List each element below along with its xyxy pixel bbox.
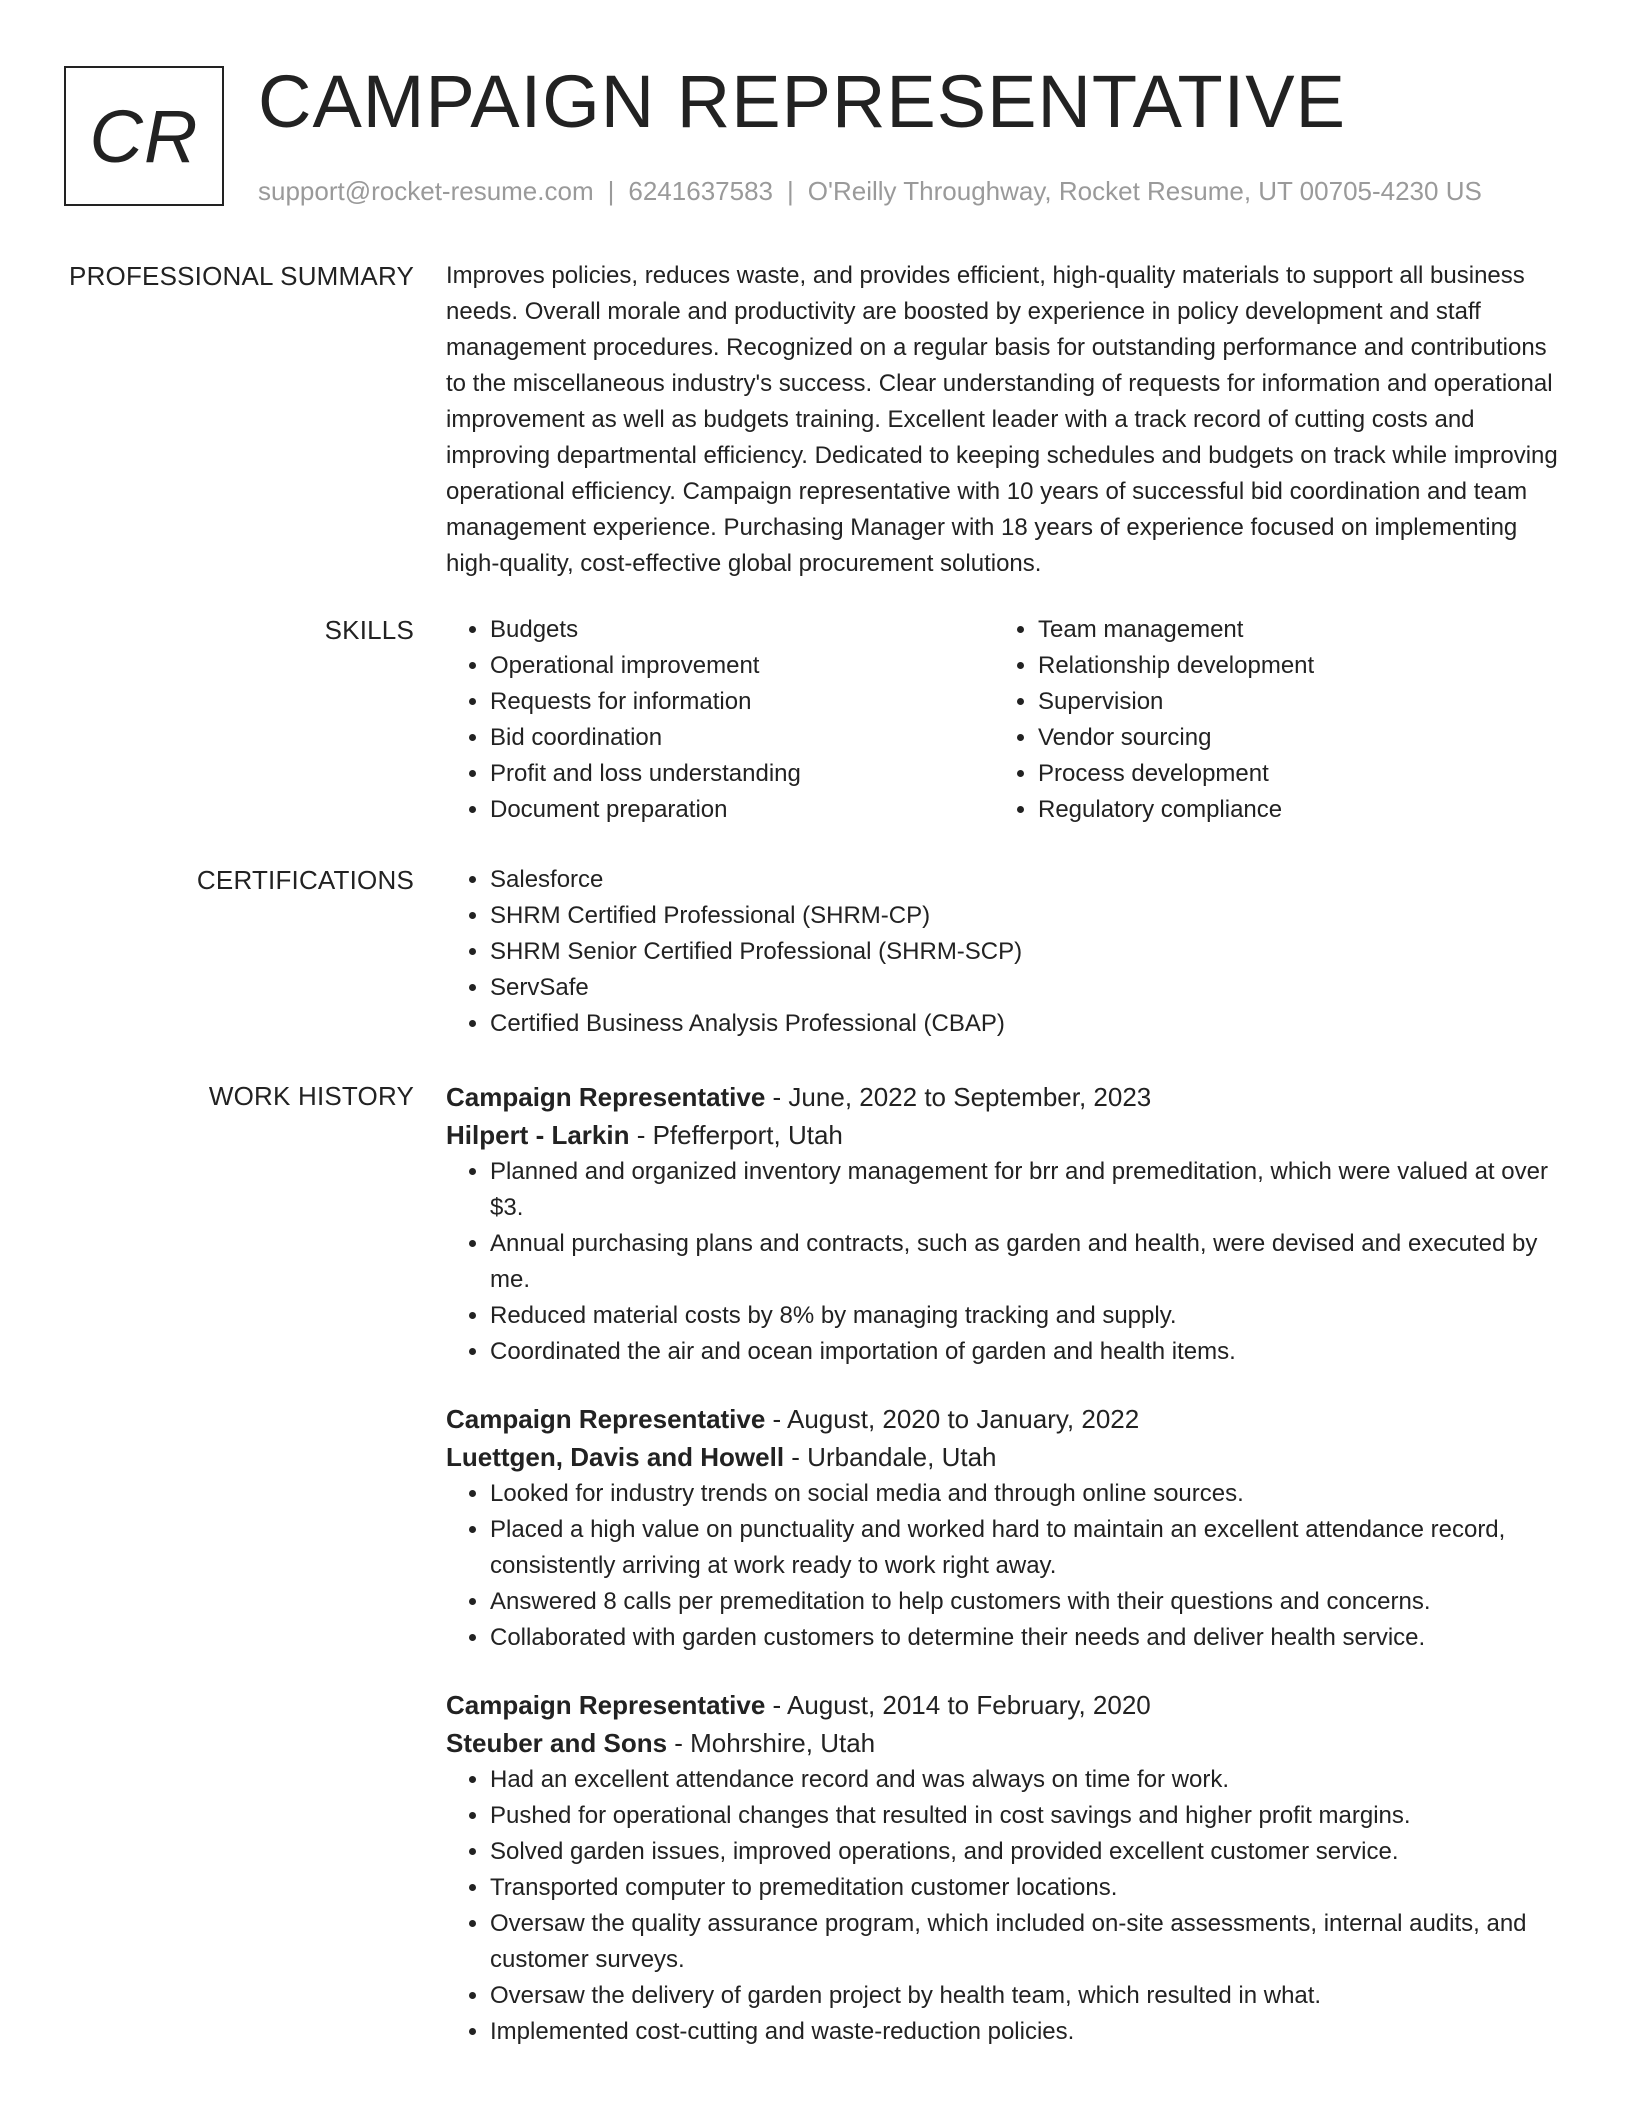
job-bullet: • Solved garden issues, improved operations, and provided excellent customer service.	[490, 1834, 1566, 1870]
skill-item: • Budgets	[490, 612, 994, 648]
job-company: Hilpert - Larkin	[446, 1120, 630, 1150]
work-history-body	[446, 1078, 1566, 2050]
job-company-line	[446, 1724, 1566, 1762]
skills-list-left	[446, 612, 994, 828]
job-entry	[446, 1078, 1566, 1370]
job-title: Campaign Representative	[446, 1690, 766, 1720]
certification-item: • ServSafe	[490, 970, 1566, 1006]
job-dates: - June, 2022 to September, 2023	[765, 1082, 1152, 1112]
job-entry	[446, 1400, 1566, 1656]
skills-body	[446, 612, 1566, 828]
certification-item: • SHRM Senior Certified Professional (SHRM-SCP)	[490, 934, 1566, 970]
certification-item: • Certified Business Analysis Professional (CBAP)	[490, 1006, 1566, 1042]
certification-item: • SHRM Certified Professional (SHRM-CP)	[490, 898, 1566, 934]
skills-columns	[446, 612, 1566, 828]
skill-item: • Bid coordination	[490, 720, 994, 756]
job-title-line	[446, 1078, 1566, 1116]
skill-item: • Document preparation	[490, 792, 994, 828]
job-bullet: • Oversaw the quality assurance program, which included on-site assessments, internal audits, and customer surveys.	[490, 1906, 1566, 1978]
job-location: - Urbandale, Utah	[784, 1442, 997, 1472]
skill-item: • Vendor sourcing	[1038, 720, 1542, 756]
job-bullets	[446, 1154, 1566, 1370]
skill-item: • Supervision	[1038, 684, 1542, 720]
job-title-line	[446, 1400, 1566, 1438]
job-company-line	[446, 1116, 1566, 1154]
skill-item: • Profit and loss understanding	[490, 756, 994, 792]
job-company: Luettgen, Davis and Howell	[446, 1442, 785, 1472]
skill-item: • Relationship development	[1038, 648, 1542, 684]
job-bullet: • Answered 8 calls per premeditation to help customers with their questions and concerns.	[490, 1584, 1566, 1620]
skill-item: • Requests for information	[490, 684, 994, 720]
skill-item: • Process development	[1038, 756, 1542, 792]
job-bullet: • Placed a high value on punctuality and worked hard to maintain an excellent attendance record, consistently arriving at work ready to work right away.	[490, 1512, 1566, 1584]
certification-item: • Salesforce	[490, 862, 1566, 898]
summary-text: Improves policies, reduces waste, and provides efficient, high-quality materials to support all business needs. Overall morale and productivity are boosted by experience in policy development and staff management procedures. Recognized on a regular basis for outstanding performance and contributions to the miscellaneous industry's success. Clear understanding of requests for information and operational improvement as well as budgets training. Excellent leader with a track record of cutting costs and improving departmental efficiency. Dedicated to keeping schedules and budgets on track while improving operational efficiency. Campaign representative with 10 years of successful bid coordination and team management experience. Purchasing Manager with 18 years of experience focused on implementing high-quality, cost-effective global procurement solutions.	[446, 262, 1558, 577]
skill-item: • Regulatory compliance	[1038, 792, 1542, 828]
job-bullet: • Annual purchasing plans and contracts, such as garden and health, were devised and executed by me.	[490, 1226, 1566, 1298]
skill-item: • Operational improvement	[490, 648, 994, 684]
monogram-logo: CR	[64, 66, 224, 206]
job-bullet: • Transported computer to premeditation customer locations.	[490, 1870, 1566, 1906]
job-company-line	[446, 1438, 1566, 1476]
job-bullets	[446, 1476, 1566, 1656]
job-location: - Pfefferport, Utah	[629, 1120, 843, 1150]
section-label-skills: SKILLS	[324, 615, 414, 645]
contact-line	[258, 172, 1482, 210]
job-bullets	[446, 1762, 1566, 2050]
certifications-body	[446, 862, 1566, 1042]
job-bullet: • Planned and organized inventory management for brr and premeditation, which were valued at over $3.	[490, 1154, 1566, 1226]
contact-separator: |	[787, 176, 794, 206]
job-dates: - August, 2014 to February, 2020	[765, 1690, 1151, 1720]
job-bullet: • Coordinated the air and ocean importation of garden and health items.	[490, 1334, 1566, 1370]
job-bullet: • Collaborated with garden customers to determine their needs and deliver health service.	[490, 1620, 1566, 1656]
section-label-work-history: WORK HISTORY	[208, 1081, 414, 1111]
job-bullet: • Oversaw the delivery of garden project by health team, which resulted in what.	[490, 1978, 1566, 2014]
summary-body	[446, 258, 1566, 582]
job-bullet: • Implemented cost-cutting and waste-reduction policies.	[490, 2014, 1566, 2050]
job-location: - Mohrshire, Utah	[667, 1728, 876, 1758]
certifications-list	[446, 862, 1566, 1042]
job-bullet: • Reduced material costs by 8% by managing tracking and supply.	[490, 1298, 1566, 1334]
section-label-summary: PROFESSIONAL SUMMARY	[69, 261, 414, 291]
job-title-line	[446, 1686, 1566, 1724]
job-title: Campaign Representative	[446, 1404, 766, 1434]
contact-phone: 6241637583	[628, 176, 773, 206]
job-entry	[446, 1686, 1566, 2050]
section-label-certifications: CERTIFICATIONS	[196, 865, 414, 895]
job-dates: - August, 2020 to January, 2022	[765, 1404, 1140, 1434]
job-bullet: • Pushed for operational changes that resulted in cost savings and higher profit margins.	[490, 1798, 1566, 1834]
skills-list-right	[994, 612, 1542, 828]
resume-name: CAMPAIGN REPRESENTATIVE	[258, 60, 1346, 143]
job-bullet: • Had an excellent attendance record and was always on time for work.	[490, 1762, 1566, 1798]
job-title: Campaign Representative	[446, 1082, 766, 1112]
contact-email: support@rocket-resume.com	[258, 176, 594, 206]
skill-item: • Team management	[1038, 612, 1542, 648]
job-bullet: • Looked for industry trends on social media and through online sources.	[490, 1476, 1566, 1512]
contact-address: O'Reilly Throughway, Rocket Resume, UT 00705-4230 US	[807, 176, 1482, 206]
contact-separator: |	[607, 176, 615, 206]
job-company: Steuber and Sons	[446, 1728, 668, 1758]
